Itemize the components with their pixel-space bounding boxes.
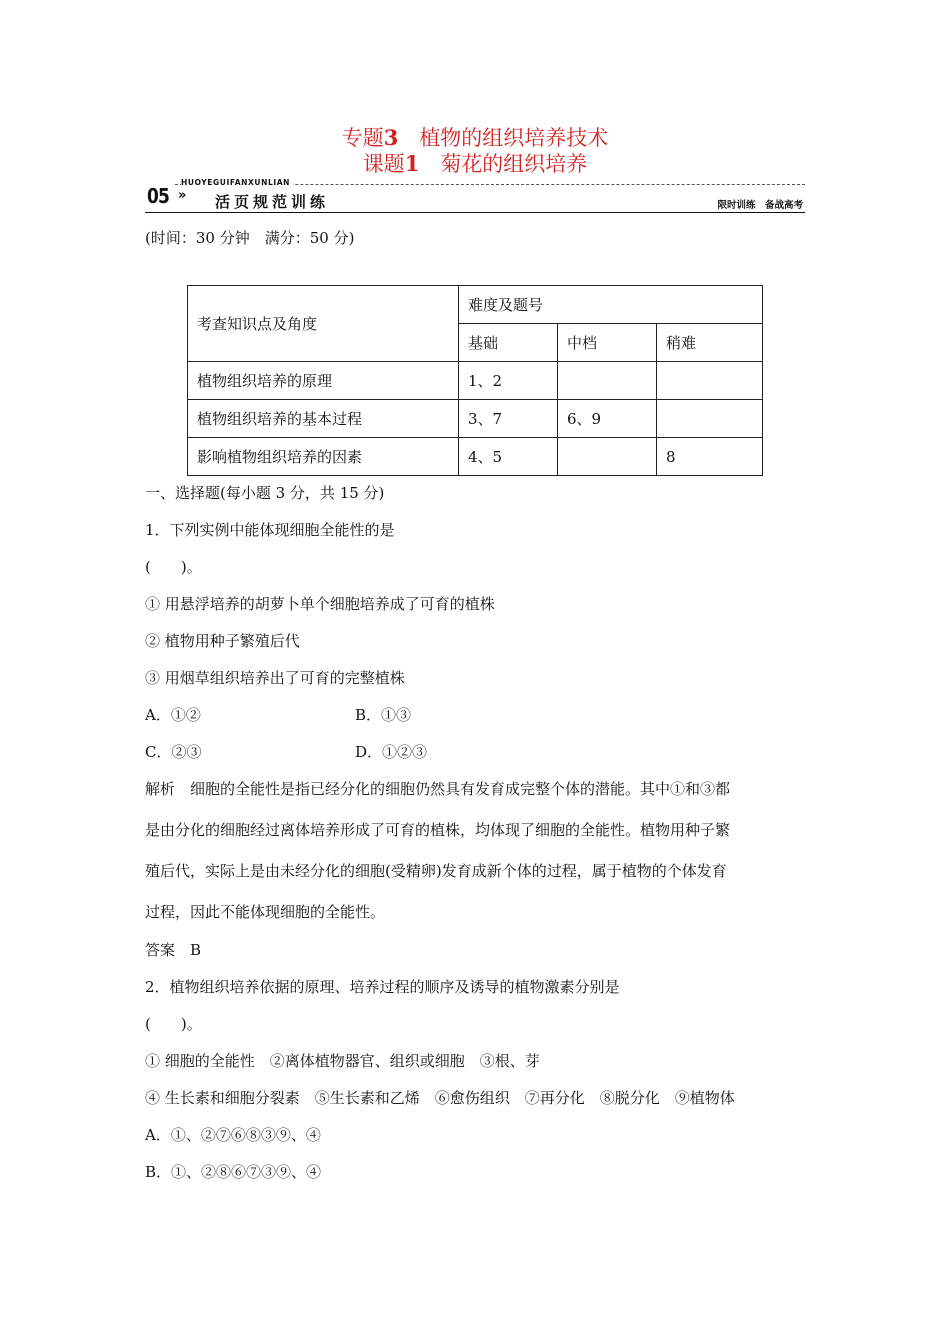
chevron-right-icon: » [178,188,187,203]
title-text: 植物的组织培养技术 [419,126,609,150]
row-basic: 3、7 [459,400,558,438]
row-medium: 6、9 [558,400,657,438]
row-topic: 影响植物组织培养的因素 [188,438,459,476]
question-2-blank: ( )。 [145,1015,202,1033]
question-1-analysis: 殖后代，实际上是由未经分化的细胞(受精卵)发育成新个体的过程，属于植物的个体发育 [145,862,727,880]
banner-number: 05 [147,184,169,208]
question-2-item: ① 细胞的全能性 ②离体植物器官、组织或细胞 ③根、芽 [145,1052,540,1070]
table-header-row [188,286,763,324]
table-row [188,362,763,400]
document-subtitle [0,148,950,178]
title-prefix: 专题 [341,126,384,150]
row-medium [558,438,657,476]
banner-heading: 活页规范训练 [215,193,330,211]
question-1-answer: 答案 B [145,941,202,959]
level-medium: 中档 [558,324,657,362]
row-basic: 4、5 [459,438,558,476]
title-number: 3 [383,125,399,150]
subtitle-text: 菊花的组织培养 [440,152,588,176]
question-2-option-b: B．①、②⑧⑥⑦③⑨、④ [145,1163,322,1181]
question-1-stem: 1．下列实例中能体现细胞全能性的是 [145,521,395,539]
row-topic: 植物组织培养的原理 [188,362,459,400]
row-hard: 8 [657,438,763,476]
level-basic: 基础 [459,324,558,362]
question-1-option-d: D．①②③ [355,743,428,761]
banner-slogan: 限时训练 备战高考 [717,200,803,211]
row-medium [558,362,657,400]
table-header-difficulty: 难度及题号 [459,286,763,324]
question-1-analysis: 过程，因此不能体现细胞的全能性。 [145,903,386,921]
banner-rule [145,212,805,213]
subtitle-prefix: 课题 [362,152,405,176]
section-heading: 一、选择题(每小题 3 分，共 15 分) [145,484,385,502]
table-row [188,400,763,438]
row-hard [657,400,763,438]
row-basic: 1、2 [459,362,558,400]
row-hard [657,362,763,400]
question-1-item: ③ 用烟草组织培养出了可育的完整植株 [145,669,405,687]
question-1-item: ② 植物用种子繁殖后代 [145,632,300,650]
subtitle-number: 1 [404,151,420,176]
question-1-analysis: 是由分化的细胞经过离体培养形成了可育的植株，均体现了细胞的全能性。植物用种子繁 [145,821,731,839]
question-2-option-a: A．①、②⑦⑥⑧③⑨、④ [145,1126,321,1144]
row-topic: 植物组织培养的基本过程 [188,400,459,438]
question-1-analysis: 解析 细胞的全能性是指已经分化的细胞仍然具有发育成完整个体的潜能。其中①和③都 [145,780,731,798]
question-1-option-b: B．①③ [355,706,412,724]
question-1-option-c: C．②③ [145,743,202,761]
question-1-blank: ( )。 [145,558,202,576]
section-banner [145,178,805,216]
question-1-item: ① 用悬浮培养的胡萝卜单个细胞培养成了可育的植株 [145,595,495,613]
level-hard: 稍难 [657,324,763,362]
knowledge-table [187,285,763,476]
table-row [188,438,763,476]
question-1-option-a: A．①② [145,706,201,724]
question-2-stem: 2．植物组织培养依据的原理、培养过程的顺序及诱导的植物激素分别是 [145,978,620,996]
banner-pinyin: HUOYEGUIFANXUNLIAN [181,178,293,187]
table-header-topic: 考查知识点及角度 [188,286,459,362]
time-note: (时间：30 分钟 满分：50 分) [145,229,355,247]
question-2-item: ④ 生长素和细胞分裂素 ⑤生长素和乙烯 ⑥愈伤组织 ⑦再分化 ⑧脱分化 ⑨植物体 [145,1089,735,1107]
